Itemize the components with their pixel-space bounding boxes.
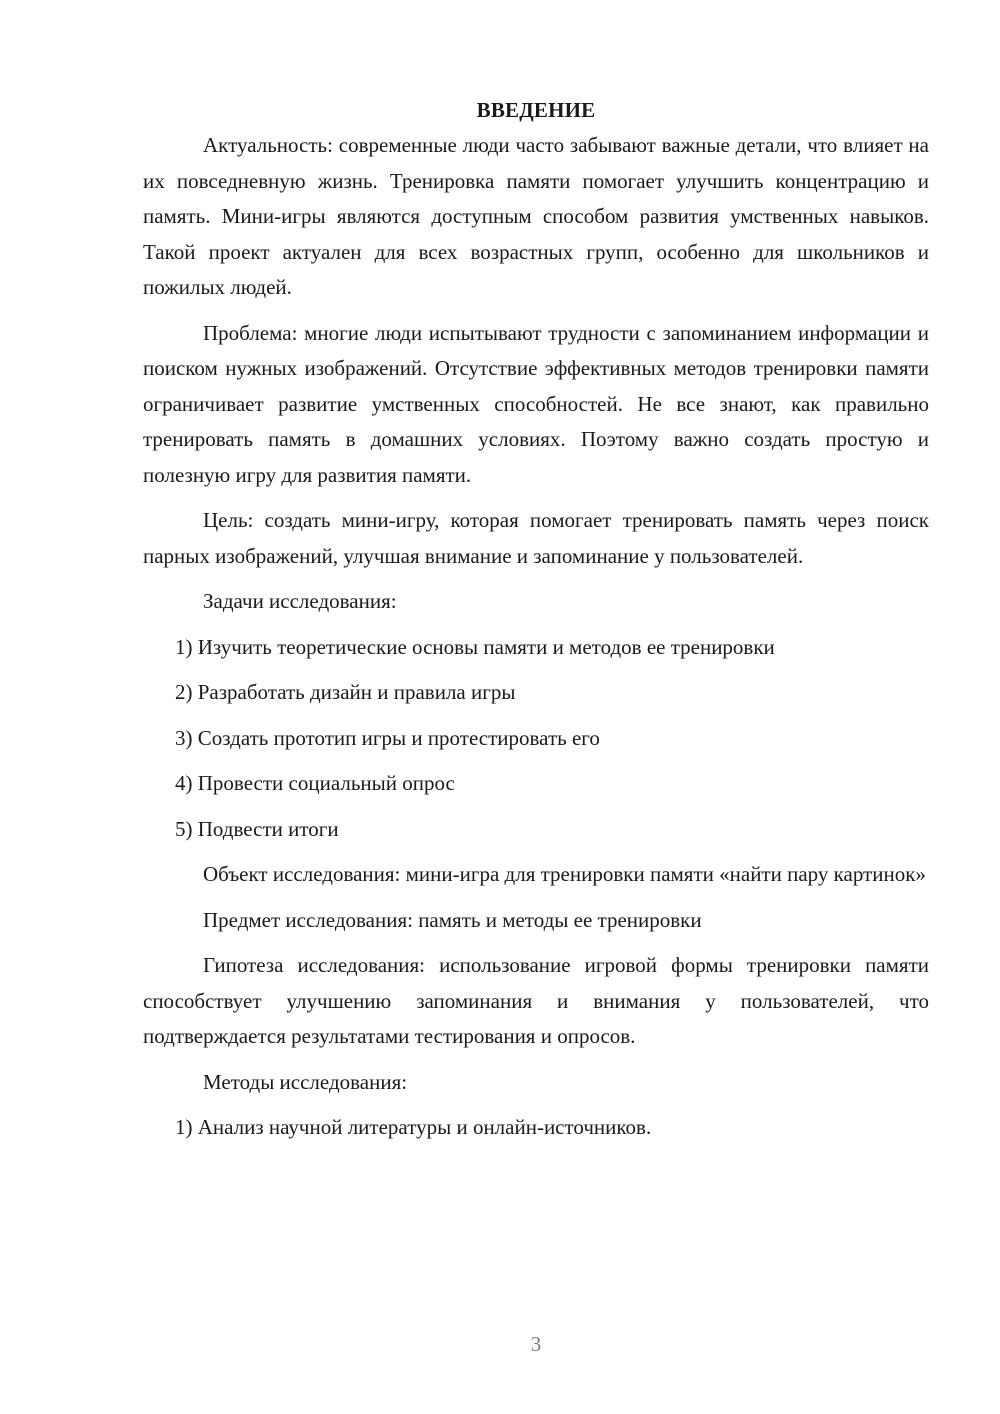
task-item: 2) Разработать дизайн и правила игры (175, 680, 516, 704)
page-number: 3 (530, 1332, 542, 1356)
problem-paragraph: Проблема: многие люди испытывают трудности с запоминанием информации и поиском нужных изображений. Отсутствие эффективных методов тренировки памяти ограничивает развитие умственных способностей. Не все знают, как правильно тренировать память в домашних условиях. Поэтому важно создать простую и полезную игру для развития памяти. (143, 320, 929, 487)
subject-paragraph: Предмет исследования: память и методы ее тренировки (203, 907, 702, 932)
document-body (143, 92, 929, 1156)
section-title: ВВЕДЕНИЕ (476, 98, 596, 122)
task-item: 5) Подвести итоги (175, 816, 339, 841)
task-item: 1) Изучить теоретические основы памяти и методов ее тренировки (175, 634, 775, 659)
task-item: 3) Создать прототип игры и протестировать его (175, 725, 600, 750)
goal-paragraph: Цель: создать мини-игру, которая помогает тренировать память через поиск парных изображений, улучшая внимание и запоминание у пользователей. (143, 508, 929, 568)
relevance-paragraph: Актуальность: современные люди часто забывают важные детали, что влияет на их повседневную жизнь. Тренировка памяти помогает улучшить концентрацию и память. Мини-игры являются доступным способом развития умственных навыков. Такой проект актуален для всех возрастных групп, особенно для школьников и пожилых людей. (143, 133, 929, 299)
methods-heading: Методы исследования: (203, 1069, 408, 1094)
tasks-heading: Задачи исследования: (203, 589, 397, 613)
object-paragraph: Объект исследования: мини-игра для тренировки памяти «найти пару картинок» (203, 862, 926, 886)
method-item: 1) Анализ научной литературы и онлайн-источников. (175, 1115, 652, 1139)
hypothesis-paragraph: Гипотеза исследования: использование игровой формы тренировки памяти способствует улучшению запоминания и внимания у пользователей, что подтверждается результатами тестирования и опросов. (143, 953, 929, 1048)
task-item: 4) Провести социальный опрос (175, 771, 455, 795)
